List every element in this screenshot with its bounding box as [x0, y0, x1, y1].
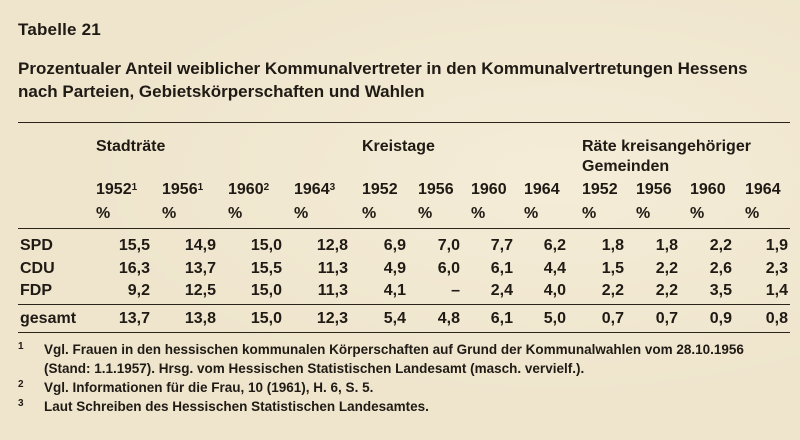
- table-cell: 2,4: [490, 282, 513, 299]
- table-cell: 1,8: [601, 237, 624, 254]
- table-cell: 16,3: [118, 260, 150, 277]
- table-title: [18, 57, 788, 103]
- table-cell: 13,7: [184, 260, 216, 277]
- table-cell: 4,0: [543, 282, 566, 299]
- table-cell: 6,1: [490, 310, 513, 327]
- table-cell: 4,9: [383, 260, 406, 277]
- table-cell: 0,9: [709, 310, 732, 327]
- table-cell: 7,0: [437, 237, 460, 254]
- unit-label: %: [471, 205, 486, 222]
- footnotes: [18, 340, 793, 416]
- table-cell: 15,0: [250, 310, 282, 327]
- table-cell: 2,2: [709, 237, 732, 254]
- year-header: 1952$^1$: [96, 181, 138, 198]
- title-line-1: Prozentualer Anteil weiblicher Kommunalvertreter in den Kommunalvertretungen Hessens: [18, 59, 748, 78]
- year-header: 1964: [524, 181, 560, 198]
- title-line-2: nach Parteien, Gebietskörperschaften und Wahlen: [18, 82, 425, 101]
- table-cell: 7,7: [490, 237, 513, 254]
- year-header: 1960: [471, 181, 507, 198]
- total-rule: [18, 304, 790, 305]
- table-cell: 11,3: [317, 260, 348, 277]
- row-label: gesamt: [20, 310, 77, 327]
- table-cell: 6,2: [543, 237, 566, 254]
- footnote-mark: 1: [18, 341, 24, 352]
- table-cell: 15,5: [250, 260, 282, 277]
- group-header-stadtraete: Stadträte: [96, 138, 166, 155]
- table-label: Tabelle 21: [18, 20, 101, 39]
- footnote-mark: 3: [18, 398, 24, 409]
- table-cell: 5,0: [543, 310, 566, 327]
- table-cell: 4,8: [437, 310, 460, 327]
- table-cell: 15,0: [250, 237, 282, 254]
- table-cell: 6,9: [383, 237, 406, 254]
- table-cell: 2,2: [601, 282, 624, 299]
- table-cell: 1,8: [655, 237, 678, 254]
- unit-label: %: [228, 205, 243, 222]
- bottom-rule: [18, 332, 790, 333]
- year-header: 1964: [745, 181, 781, 198]
- year-header: 1960$^2$: [228, 181, 270, 198]
- footnote-mark: 2: [18, 379, 24, 390]
- table-cell: 4,1: [383, 282, 406, 299]
- table-cell: 11,3: [317, 282, 348, 299]
- year-header: 1960: [690, 181, 726, 198]
- table-cell: 12,5: [184, 282, 216, 299]
- unit-label: %: [162, 205, 177, 222]
- table-cell: –: [451, 282, 460, 299]
- table-cell: 12,8: [316, 237, 348, 254]
- row-label: SPD: [20, 237, 53, 254]
- year-header: 1956: [636, 181, 672, 198]
- header-rule: [18, 228, 790, 229]
- footnote-2: [18, 378, 793, 397]
- unit-label: %: [690, 205, 705, 222]
- table-cell: 13,8: [184, 310, 216, 327]
- footnote-3: [18, 397, 793, 416]
- table-cell: 0,8: [765, 310, 788, 327]
- footnote-text: Laut Schreiben des Hessischen Statistischen Landesamtes.: [44, 399, 429, 414]
- table-cell: 2,2: [655, 260, 678, 277]
- group-header-raete-line1: Räte kreisangehöriger: [582, 138, 751, 155]
- table-cell: 0,7: [655, 310, 678, 327]
- year-header: 1952: [362, 181, 398, 198]
- table-cell: 12,3: [316, 310, 348, 327]
- table-cell: 9,2: [127, 282, 150, 299]
- footnote-text: Vgl. Informationen für die Frau, 10 (1961), H. 6, S. 5.: [44, 380, 374, 395]
- table-cell: 2,6: [709, 260, 732, 277]
- table-cell: 1,4: [765, 282, 788, 299]
- table-cell: 6,1: [490, 260, 513, 277]
- unit-label: %: [362, 205, 377, 222]
- row-label: CDU: [20, 260, 55, 277]
- footnote-text: Vgl. Frauen in den hessischen kommunalen Körperschaften auf Grund der Kommunalwahlen vom 28.10.1956: [44, 342, 744, 357]
- table-cell: 15,5: [118, 237, 150, 254]
- row-label: FDP: [20, 282, 52, 299]
- unit-label: %: [524, 205, 539, 222]
- year-header: 1956$^1$: [162, 181, 204, 198]
- footnote-1: [18, 340, 793, 378]
- year-header: 1956: [418, 181, 454, 198]
- group-header-kreistage: Kreistage: [362, 138, 435, 155]
- table-cell: 0,7: [601, 310, 624, 327]
- table-cell: 1,5: [601, 260, 624, 277]
- table-cell: 13,7: [118, 310, 150, 327]
- group-header-raete-line2: Gemeinden: [582, 158, 670, 175]
- table-cell: 14,9: [184, 237, 216, 254]
- unit-label: %: [418, 205, 433, 222]
- unit-label: %: [294, 205, 309, 222]
- year-header: 1952: [582, 181, 618, 198]
- footnote-text: (Stand: 1.1.1957). Hrsg. vom Hessischen Statistischen Landesamt (masch. vervielf.).: [44, 361, 585, 376]
- unit-label: %: [745, 205, 760, 222]
- table-cell: 2,3: [765, 260, 788, 277]
- unit-label: %: [636, 205, 651, 222]
- table-cell: 4,4: [543, 260, 566, 277]
- table-cell: 15,0: [250, 282, 282, 299]
- table-cell: 5,4: [383, 310, 406, 327]
- table-cell: 2,2: [655, 282, 678, 299]
- table-cell: 6,0: [437, 260, 460, 277]
- year-header: 1964$^3$: [294, 181, 336, 198]
- unit-label: %: [96, 205, 111, 222]
- table-cell: 3,5: [709, 282, 732, 299]
- table-cell: 1,9: [765, 237, 788, 254]
- unit-label: %: [582, 205, 597, 222]
- top-rule: [18, 122, 790, 123]
